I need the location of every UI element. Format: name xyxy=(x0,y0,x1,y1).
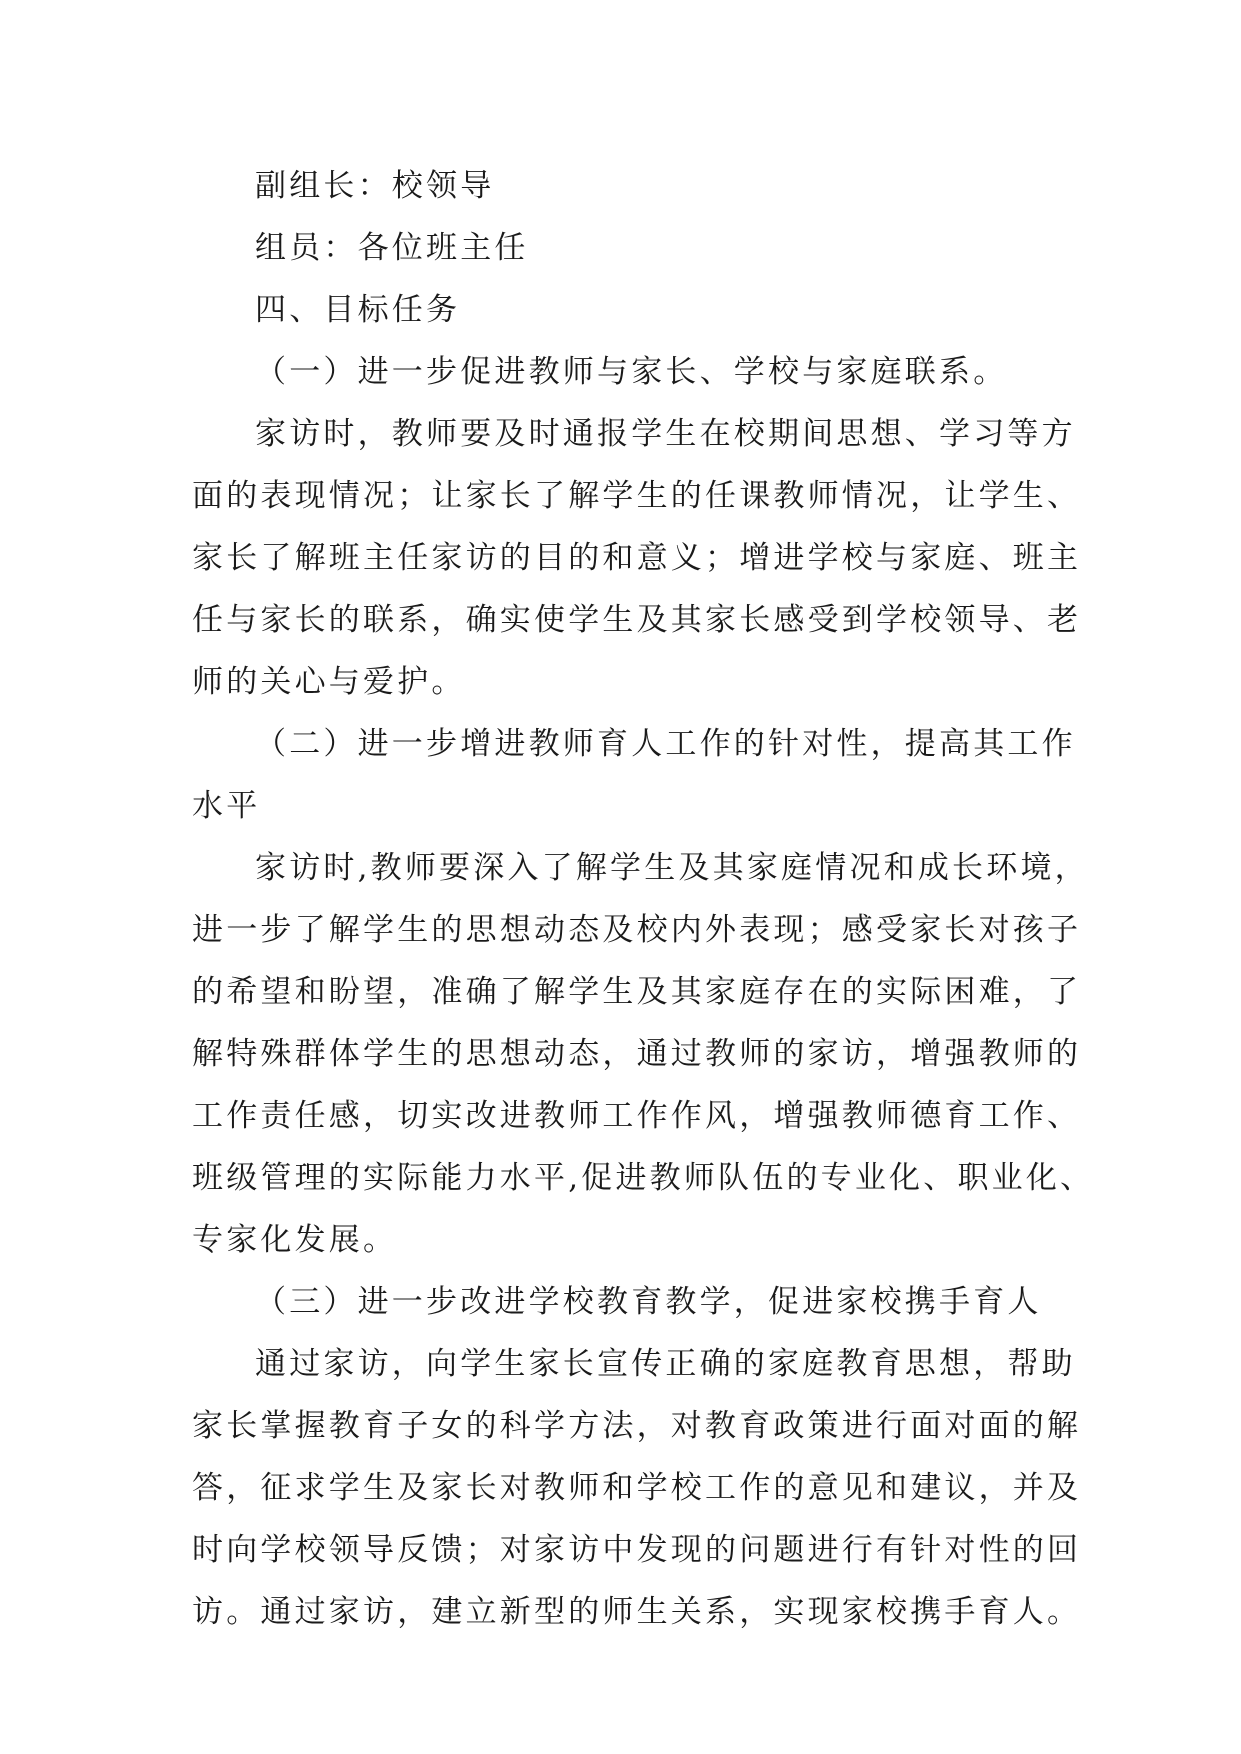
paragraph-one-line: 家访时，教师要及时通报学生在校期间思想、学习等方 xyxy=(255,416,1076,452)
paragraph-two-line: 家访时,教师要深入了解学生及其家庭情况和成长环境， xyxy=(255,850,1089,886)
paragraph-three-line: 访。通过家访，建立新型的师生关系，实现家校携手育人。 xyxy=(192,1594,1082,1630)
paragraph-three-line: 通过家访，向学生家长宣传正确的家庭教育思想，帮助 xyxy=(255,1346,1076,1382)
document-body xyxy=(192,155,1095,1643)
paragraph-three-line: 答，征求学生及家长对教师和学校工作的意见和建议，并及 xyxy=(192,1470,1082,1506)
paragraph-two-line: 的希望和盼望，准确了解学生及其家庭存在的实际困难，了 xyxy=(192,974,1082,1010)
text-line-deputy-leader: 副组长：校领导 xyxy=(255,168,495,204)
subheading-two-continued: 水平 xyxy=(192,788,261,824)
section-heading-goals: 四、目标任务 xyxy=(255,292,461,328)
text-line-members: 组员：各位班主任 xyxy=(255,230,529,266)
paragraph-two-line: 工作责任感，切实改进教师工作作风，增强教师德育工作、 xyxy=(192,1098,1082,1134)
paragraph-three-line: 家长掌握教育子女的科学方法，对教育政策进行面对面的解 xyxy=(192,1408,1082,1444)
paragraph-two-line: 专家化发展。 xyxy=(192,1222,398,1258)
paragraph-two-line: 班级管理的实际能力水平,促进教师队伍的专业化、职业化、 xyxy=(192,1160,1095,1196)
paragraph-one-line: 任与家长的联系，确实使学生及其家长感受到学校领导、老 xyxy=(192,602,1082,638)
paragraph-two-line: 解特殊群体学生的思想动态，通过教师的家访，增强教师的 xyxy=(192,1036,1082,1072)
paragraph-two-line: 进一步了解学生的思想动态及校内外表现；感受家长对孩子 xyxy=(192,912,1082,948)
paragraph-three-line: 时向学校领导反馈；对家访中发现的问题进行有针对性的回 xyxy=(192,1532,1082,1568)
paragraph-one-line: 面的表现情况；让家长了解学生的任课教师情况，让学生、 xyxy=(192,478,1082,514)
paragraph-one-line: 家长了解班主任家访的目的和意义；增进学校与家庭、班主 xyxy=(192,540,1082,576)
subheading-one: （一）进一步促进教师与家长、学校与家庭联系。 xyxy=(255,354,1008,390)
subheading-three: （三）进一步改进学校教育教学，促进家校携手育人 xyxy=(255,1284,1042,1320)
paragraph-one-line: 师的关心与爱护。 xyxy=(192,664,466,700)
subheading-two: （二）进一步增进教师育人工作的针对性，提高其工作 xyxy=(255,726,1076,762)
